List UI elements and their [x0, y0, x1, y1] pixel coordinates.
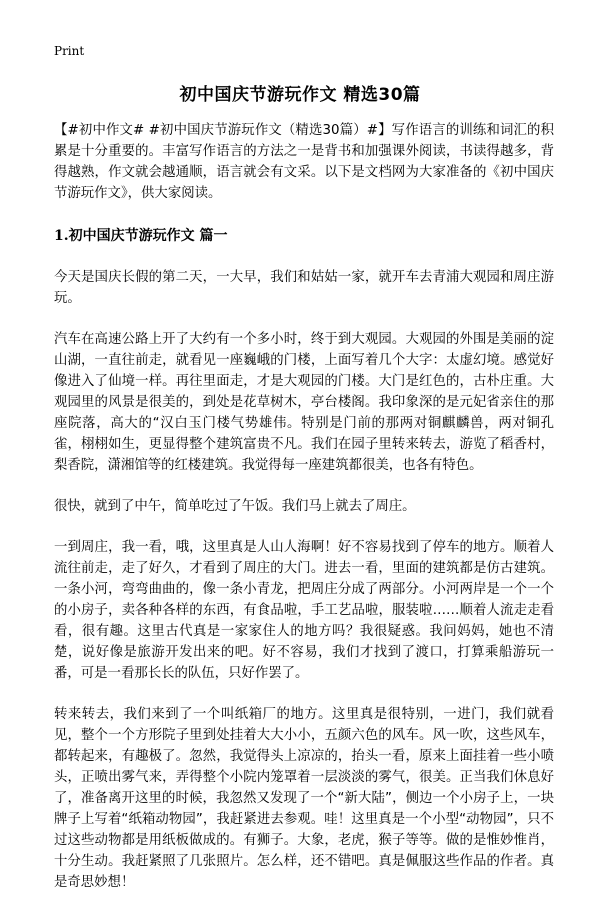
intro-paragraph: 【#初中作文# #初中国庆节游玩作文（精选30篇）#】写作语言的训练和词汇的积累是十分重要的。丰富写作语言的方法之一是背书和加强课外阅读，书读得越多，背得越熟，作文就会越通顺，语言就会有文采。以下是文档网为大家准备的《初中国庆节游玩作文》，供大家阅读。: [54, 123, 554, 201]
section-heading: 1.初中国庆节游玩作文 篇一: [54, 228, 228, 244]
paragraph-5: 转来转去，我们来到了一个叫纸箱厂的地方。这里真是很特别，一进门，我们就看见，整个一个方形院子里到处挂着大大小小，五颜六色的风车。风一吹，这些风车，都转起来，有趣极了。忽然，我觉得头上凉凉的，抬头一看，原来上面挂着一些小喷头，正喷出雾气来，弄得整个小院内笼罩着一层淡淡的雾气，很美。正当我们休息好了，准备离开这里的时候，我忽然又发现了一个“新大陆”，侧边一个小房子上，一块牌子上写着“纸箱动物园”，我赶紧进去参观。哇！这里真是一个小型“动物园”，只不过这些动物都是用纸板做成的。有狮子。大象，老虎，猴子等等。做的是惟妙惟肖，十分生动。我赶紧照了几张照片。怎么样，还不错吧。真是佩服这些作品的作者。真是奇思妙想！: [54, 707, 554, 890]
article-body: [54, 120, 554, 913]
paragraph-1: 今天是国庆长假的第二天，一大早，我们和姑姑一家，就开车去青浦大观园和周庄游玩。: [54, 270, 554, 306]
paragraph-2: 汽车在高速公路上开了大约有一个多小时，终于到大观园。大观园的外围是美丽的淀山湖，一直往前走，就看见一座巍峨的门楼，上面写着几个大字：太虚幻境。感觉好像进入了仙境一样。再往里面走，才是大观园的门楼。大门是红色的，古朴庄重。大观园里的风景是很美的，到处是花草树木，亭台楼阁。我印象深的是元妃省亲住的那座院落，高大的“汉白玉门楼气势雄伟。特别是门前的那两对铜麒麟兽，两对铜孔雀，栩栩如生，更显得整个建筑富贵不凡。我们在园子里转来转去，游览了稻香村，梨香院，潇湘馆等的红楼建筑。我觉得每一座建筑都很美，也各有特色。: [54, 332, 554, 473]
page-title: 初中国庆节游玩作文 精选30篇: [179, 85, 421, 105]
print-link[interactable]: Print: [54, 44, 85, 58]
paragraph-3: 很快，就到了中午，简单吃过了午饭。我们马上就去了周庄。: [54, 499, 416, 514]
paragraph-4: 一到周庄，我一看，哦，这里真是人山人海啊！好不容易找到了停车的地方。顺着人流往前走，走了好久，才看到了周庄的大门。进去一看，里面的建筑都是仿古建筑。一条小河，弯弯曲曲的，像一条小青龙，把周庄分成了两部分。小河两岸是一个一个的小房子，卖各种各样的东西，有食品啦，手工艺品啦，服装啦……顺着人流走走看看，很有趣。这里古代真是一家家住人的地方吗？我很疑惑。我问妈妈，她也不清楚，说好像是旅游开发出来的吧。好不容易，我们才找到了渡口，打算乘船游玩一番，可是一看那长长的队伍，只好作罢了。: [54, 540, 554, 681]
